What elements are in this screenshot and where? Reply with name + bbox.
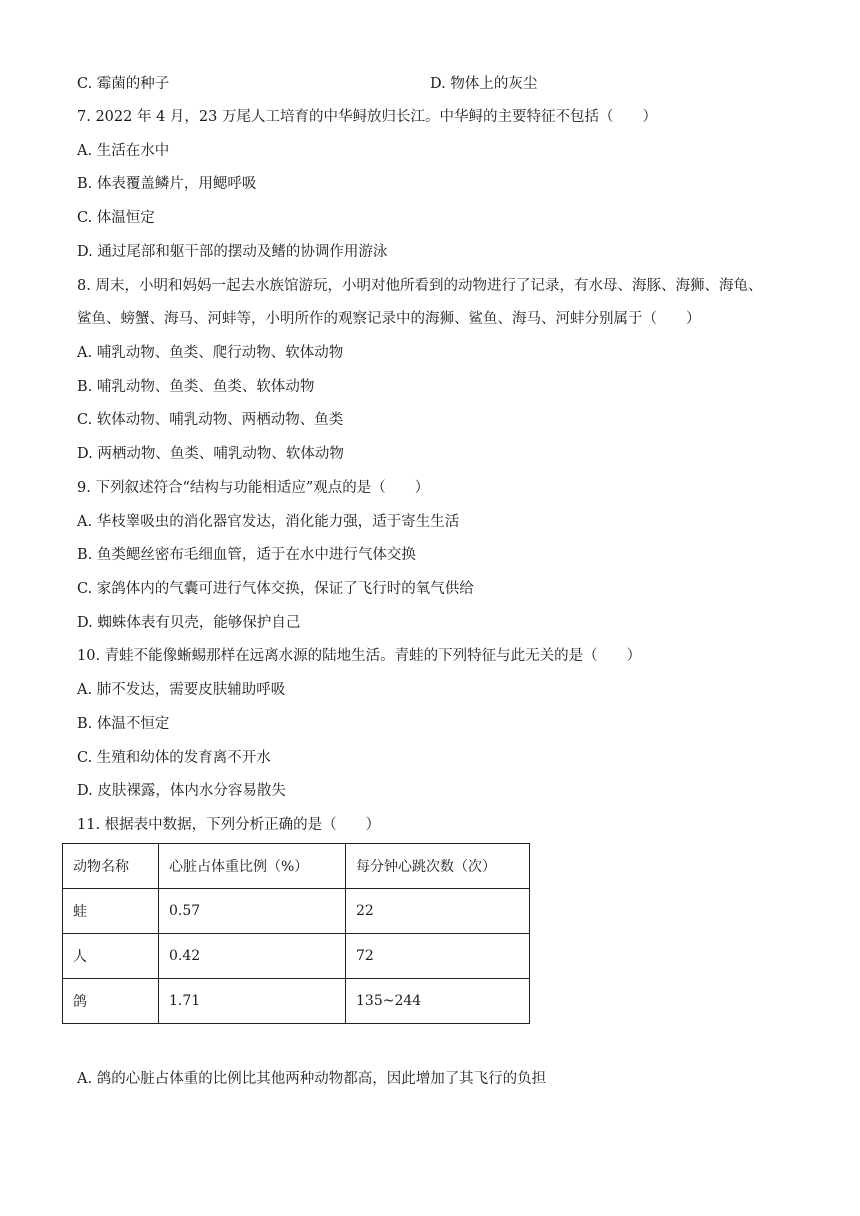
question-8-line1: 8. 周末，小明和妈妈一起去水族馆游玩，小明对他所看到的动物进行了记录，有水母、海豚、海狮、海龟、 — [77, 278, 763, 294]
q10-option-c: C. 生殖和幼体的发育离不开水 — [77, 750, 271, 766]
table-cell: 蛙 — [63, 889, 159, 934]
q7-option-a: A. 生活在水中 — [77, 143, 170, 159]
q8-option-c: C. 软体动物、哺乳动物、两栖动物、鱼类 — [77, 412, 344, 428]
question-10: 10. 青蛙不能像蜥蜴那样在远离水源的陆地生活。青蛙的下列特征与此无关的是（ ） — [77, 648, 642, 664]
q7-option-b: B. 体表覆盖鳞片，用鳃呼吸 — [77, 176, 257, 192]
q10-option-d: D. 皮肤裸露，体内水分容易散失 — [77, 783, 286, 799]
q8-option-a: A. 哺乳动物、鱼类、爬行动物、软体动物 — [77, 345, 344, 361]
q9-option-a: A. 华枝睾吸虫的消化器官发达，消化能力强，适于寄生生活 — [77, 514, 460, 530]
q7-option-c: C. 体温恒定 — [77, 210, 155, 226]
table-cell: 72 — [346, 934, 530, 979]
table-header-row — [63, 844, 530, 889]
table-row — [63, 889, 530, 934]
table-header-cell: 心脏占体重比例（%） — [159, 844, 346, 889]
q8-option-d: D. 两栖动物、鱼类、哺乳动物、软体动物 — [77, 446, 344, 462]
table-row — [63, 979, 530, 1024]
table-header-cell: 每分钟心跳次数（次） — [346, 844, 530, 889]
q6-option-d: D. 物体上的灰尘 — [430, 76, 538, 92]
q6-option-c: C. 霉菌的种子 — [77, 76, 170, 92]
q11-option-a: A. 鸽的心脏占体重的比例比其他两种动物都高，因此增加了其飞行的负担 — [77, 1071, 547, 1087]
q9-option-b: B. 鱼类鳃丝密布毛细血管，适于在水中进行气体交换 — [77, 547, 416, 563]
table-row — [63, 934, 530, 979]
table-cell: 0.57 — [159, 889, 346, 934]
table-cell: 人 — [63, 934, 159, 979]
q9-option-c: C. 家鸽体内的气囊可进行气体交换，保证了飞行时的氧气供给 — [77, 581, 474, 597]
question-8-line2: 鲨鱼、螃蟹、海马、河蚌等，小明所作的观察记录中的海狮、鲨鱼、海马、河蚌分别属于（ ） — [77, 311, 701, 327]
q7-option-d: D. 通过尾部和躯干部的摆动及鳍的协调作用游泳 — [77, 244, 388, 260]
question-11: 11. 根据表中数据，下列分析正确的是（ ） — [77, 817, 381, 833]
table-header-cell: 动物名称 — [63, 844, 159, 889]
q8-option-b: B. 哺乳动物、鱼类、鱼类、软体动物 — [77, 379, 315, 395]
table-cell: 135~244 — [346, 979, 530, 1024]
table-cell: 1.71 — [159, 979, 346, 1024]
question-7: 7. 2022 年 4 月，23 万尾人工培育的中华鲟放归长江。中华鲟的主要特征不包括（ ） — [77, 109, 657, 125]
q9-option-d: D. 蜘蛛体表有贝壳，能够保护自己 — [77, 615, 301, 631]
q10-option-a: A. 肺不发达，需要皮肤辅助呼吸 — [77, 682, 286, 698]
q10-option-b: B. 体温不恒定 — [77, 716, 170, 732]
heart-data-table — [62, 843, 530, 1024]
table-cell: 22 — [346, 889, 530, 934]
question-9: 9. 下列叙述符合“结构与功能相适应”观点的是（ ） — [77, 480, 430, 496]
table-cell: 鸽 — [63, 979, 159, 1024]
table-cell: 0.42 — [159, 934, 346, 979]
